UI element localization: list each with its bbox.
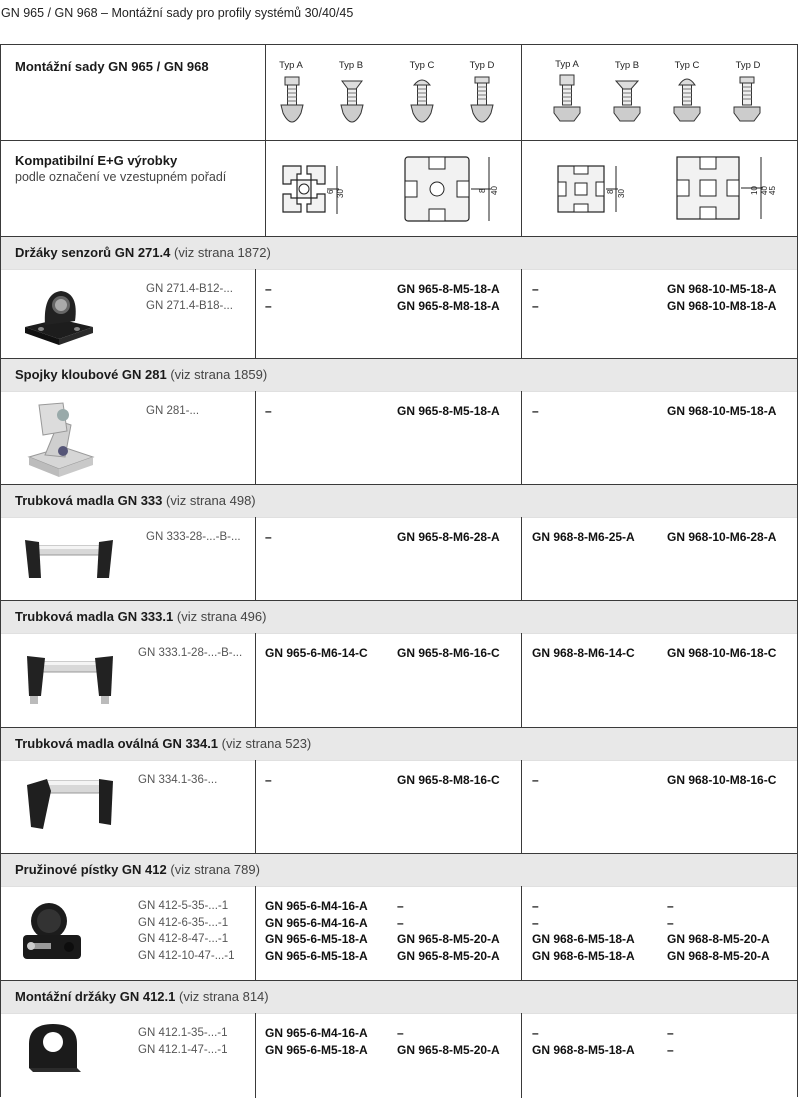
variant-code: GN 281-... xyxy=(146,405,200,417)
article-code: GN 968-10-M6-18-C xyxy=(667,646,777,660)
divider xyxy=(1,358,797,359)
spring-plunger-image xyxy=(19,899,89,969)
compat-subtitle: podle označení ve vzestupném pořadí xyxy=(15,170,227,184)
compat-table xyxy=(0,44,798,1097)
mounting-bracket-image xyxy=(23,1020,87,1076)
divider xyxy=(1,269,797,270)
sensor-holder-image xyxy=(19,281,99,351)
divider xyxy=(521,1013,522,1098)
divider xyxy=(1,140,797,141)
divider xyxy=(255,633,256,727)
divider xyxy=(255,760,256,853)
divider xyxy=(1,517,797,518)
section-title: Držáky senzorů GN 271.4 (viz strana 1872) xyxy=(15,245,271,260)
variant-code: GN 412-10-47-...-1 xyxy=(138,949,235,962)
variant-code: GN 412-8-47-...-1 xyxy=(138,933,229,945)
divider xyxy=(521,517,522,600)
divider xyxy=(1,727,797,728)
section-title: Pružinové pístky GN 412 (viz strana 789) xyxy=(15,862,260,877)
divider xyxy=(255,269,256,358)
article-code: GN 965-8-M6-16-C xyxy=(397,646,500,660)
profile-dim: 30 xyxy=(336,189,345,198)
article-code: – xyxy=(265,773,272,787)
oval-handle-image xyxy=(19,771,119,835)
profile-45-icon xyxy=(673,151,783,227)
profile-dim: 8 xyxy=(606,189,615,194)
variant-code: GN 333.1-28-...-B-... xyxy=(138,647,243,659)
tube-handle-image xyxy=(19,534,119,584)
article-code: – xyxy=(265,282,272,296)
article-code: – xyxy=(667,899,674,913)
section-title: Trubková madla GN 333 (viz strana 498) xyxy=(15,493,256,508)
article-code: – xyxy=(265,298,272,313)
tube-handle-2-image xyxy=(19,648,119,712)
profile-dim: 40 xyxy=(490,186,499,195)
article-code: GN 968-8-M6-25-A xyxy=(532,530,635,544)
article-code: GN 965-8-M5-20-A xyxy=(397,948,500,963)
variant-code: GN 412-5-35-...-1 xyxy=(138,900,229,912)
profile-40-icon xyxy=(401,151,505,227)
divider xyxy=(1,391,797,392)
article-code: GN 965-6-M4-16-A xyxy=(265,1026,368,1040)
divider xyxy=(1,760,797,761)
divider xyxy=(255,517,256,600)
variant-code: GN 412-6-35-...-1 xyxy=(138,916,229,929)
article-code: GN 968-10-M5-18-A xyxy=(667,404,777,418)
type-label: Typ A xyxy=(279,60,303,71)
article-code: GN 965-6-M4-16-A xyxy=(265,899,368,913)
divider xyxy=(521,45,522,236)
article-code: GN 968-8-M5-18-A xyxy=(532,1042,635,1057)
profile-dim: 30 xyxy=(617,189,626,198)
article-code: GN 965-6-M5-18-A xyxy=(265,932,368,946)
article-code: GN 965-6-M6-14-C xyxy=(265,646,368,660)
divider xyxy=(1,980,797,981)
divider xyxy=(1,853,797,854)
variant-code: GN 271.4-B18-... xyxy=(146,299,233,312)
variant-code: GN 271.4-B12-... xyxy=(146,283,233,295)
divider xyxy=(255,886,256,980)
divider xyxy=(1,633,797,634)
article-code: GN 968-10-M5-18-A xyxy=(667,282,777,296)
article-code: – xyxy=(532,298,539,313)
article-code: – xyxy=(667,1042,674,1057)
article-code: – xyxy=(397,1026,404,1040)
article-code: – xyxy=(667,915,674,930)
article-code: GN 965-6-M5-18-A xyxy=(265,948,368,963)
article-code: GN 965-8-M5-18-A xyxy=(397,282,500,296)
article-code: GN 968-10-M8-16-C xyxy=(667,773,777,787)
page-title: GN 965 / GN 968 – Montážní sady pro profily systémů 30/40/45 xyxy=(1,6,354,20)
article-code: GN 965-8-M8-18-A xyxy=(397,298,500,313)
profile-30-icon xyxy=(554,158,634,220)
profile-dim: 10 xyxy=(750,186,759,195)
article-code: – xyxy=(532,773,539,787)
article-code: GN 965-8-M5-20-A xyxy=(397,1042,500,1057)
bolt-type-d-icon xyxy=(732,73,762,131)
divider xyxy=(521,886,522,980)
bolt-type-c-icon xyxy=(409,75,435,133)
bolt-type-a-icon xyxy=(279,75,305,133)
divider xyxy=(255,1013,256,1098)
article-code: GN 968-6-M5-18-A xyxy=(532,948,635,963)
divider xyxy=(1,1013,797,1014)
article-code: – xyxy=(667,1026,674,1040)
article-code: GN 968-10-M8-18-A xyxy=(667,298,777,313)
divider xyxy=(265,45,266,236)
article-code: GN 965-6-M4-16-A xyxy=(265,915,368,930)
bolt-type-b-icon xyxy=(612,73,642,131)
variant-code: GN 412.1-35-...-1 xyxy=(138,1027,228,1039)
bolt-type-d-icon xyxy=(469,75,495,133)
article-code: – xyxy=(532,282,539,296)
section-title: Trubková madla oválná GN 334.1 (viz strana 523) xyxy=(15,736,312,751)
divider xyxy=(255,391,256,484)
section-title: Spojky kloubové GN 281 (viz strana 1859) xyxy=(15,367,268,382)
article-code: – xyxy=(532,1026,539,1040)
article-code: GN 968-10-M6-28-A xyxy=(667,530,777,544)
divider xyxy=(1,886,797,887)
article-code: – xyxy=(532,915,539,930)
variant-code: GN 334.1-36-... xyxy=(138,774,218,786)
type-label: Typ A xyxy=(555,59,579,70)
type-label: Typ B xyxy=(614,60,640,71)
divider xyxy=(521,760,522,853)
article-code: GN 968-6-M5-18-A xyxy=(532,932,635,946)
type-label: Typ C xyxy=(409,60,435,71)
divider xyxy=(1,600,797,601)
bolt-type-a-icon xyxy=(552,73,582,131)
type-label: Typ D xyxy=(469,60,495,71)
bolt-type-c-icon xyxy=(672,73,702,131)
divider xyxy=(521,269,522,358)
article-code: GN 965-8-M6-28-A xyxy=(397,530,500,544)
profile-dim: 45 xyxy=(768,186,777,195)
divider xyxy=(1,484,797,485)
article-code: – xyxy=(265,530,272,544)
divider xyxy=(1,236,797,237)
variant-code: GN 412.1-47-...-1 xyxy=(138,1043,228,1056)
divider xyxy=(521,391,522,484)
profile-dim: 6 xyxy=(326,189,335,194)
joint-clamp-image xyxy=(19,401,99,481)
section-title: Montážní držáky GN 412.1 (viz strana 814) xyxy=(15,989,269,1004)
article-code: – xyxy=(397,899,404,913)
profile-30-icon xyxy=(279,158,359,220)
article-code: GN 968-8-M6-14-C xyxy=(532,646,635,660)
article-code: – xyxy=(532,899,539,913)
bolt-type-b-icon xyxy=(339,75,365,133)
compat-title: Kompatibilní E+G výrobky xyxy=(15,153,178,168)
article-code: – xyxy=(397,915,404,930)
article-code: – xyxy=(532,404,539,418)
profile-dim: 40 xyxy=(760,186,769,195)
article-code: GN 968-8-M5-20-A xyxy=(667,948,770,963)
divider xyxy=(521,633,522,727)
article-code: GN 965-8-M8-16-C xyxy=(397,773,500,787)
article-code: GN 968-8-M5-20-A xyxy=(667,932,770,946)
type-label: Typ C xyxy=(674,60,700,71)
type-label: Typ D xyxy=(735,60,761,71)
type-label: Typ B xyxy=(338,60,364,71)
article-code: – xyxy=(265,404,272,418)
variant-code: GN 333-28-...-B-... xyxy=(146,531,241,543)
article-code: GN 965-8-M5-18-A xyxy=(397,404,500,418)
header-title: Montážní sady GN 965 / GN 968 xyxy=(15,59,209,74)
profile-dim: 8 xyxy=(478,188,487,193)
section-title: Trubková madla GN 333.1 (viz strana 496) xyxy=(15,609,267,624)
article-code: GN 965-8-M5-20-A xyxy=(397,932,500,946)
article-code: GN 965-6-M5-18-A xyxy=(265,1042,368,1057)
